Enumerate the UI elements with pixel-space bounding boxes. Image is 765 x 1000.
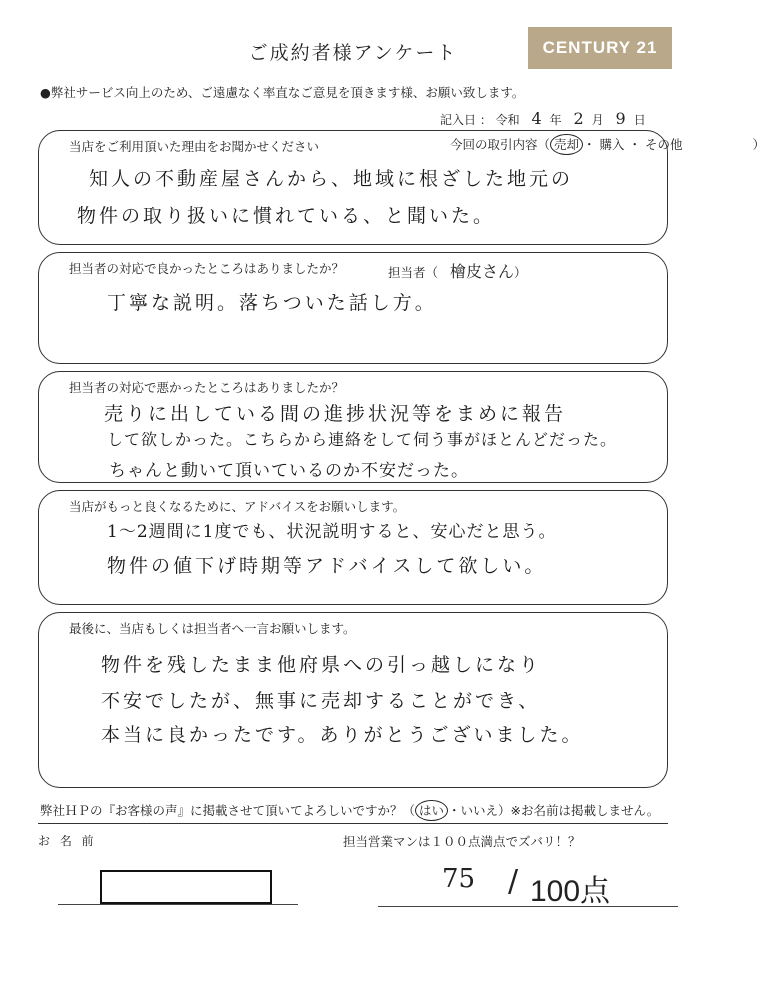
name-label: お 名 前 (38, 834, 97, 848)
intro-text: ●弊社サービス向上のため、ご遠慮なく率直なご意見を頂きます様、お願い致します。 (40, 85, 525, 100)
transaction-type (450, 135, 765, 153)
score-slash: / (508, 864, 519, 899)
redacted-name-box (100, 870, 272, 904)
question-box-good (38, 252, 668, 364)
score-underline (378, 906, 678, 907)
answer-line: 本当に良かったです。ありがとうございました。 (101, 724, 584, 746)
date-day: 9 (615, 109, 626, 128)
footer-section (38, 823, 668, 934)
date-month: 2 (573, 109, 584, 128)
question-box-reason (38, 130, 765, 245)
publish-consent (40, 801, 659, 819)
answer-line: 不安でしたが、無事に売却することができ、 (101, 690, 541, 712)
question-box-bad (38, 371, 668, 483)
page-title: ご成約者様アンケート (248, 42, 458, 64)
answer-line: 売りに出している間の進捗状況等をまめに報告 (104, 403, 567, 425)
staff-label: 担当者（ (388, 265, 439, 280)
date-month-unit: 月 (591, 113, 604, 127)
century21-logo: CENTURY 21 (528, 27, 672, 69)
answer-line: して欲しかった。こちらから連絡をして伺う事がほとんどだった。 (107, 430, 618, 449)
date-year: 4 (531, 109, 542, 128)
question-box-advice (38, 490, 668, 605)
name-underline (58, 904, 298, 905)
score-value: 75 (442, 864, 476, 894)
transaction-suffix: ） (752, 137, 765, 152)
date-label: 記入日 ： 令和 (440, 113, 520, 127)
answer-line: ちゃんと動いて頂いているのか不安だった。 (109, 461, 469, 481)
date-day-unit: 日 (633, 113, 646, 127)
publish-rest: ・いいえ）※お名前は掲載しません。 (448, 803, 660, 818)
answer-line: 知人の不動産屋さんから、地域に根ざした地元の (89, 168, 574, 190)
question-message: 最後に、当店もしくは担当者へ一言お願いします。 (69, 621, 356, 636)
entry-date (440, 109, 646, 128)
staff-name: 檜皮さん (450, 262, 515, 281)
answer-line: 丁寧な説明。落ちついた話し方。 (107, 292, 437, 314)
question-advice: 当店がもっと良くなるために、アドバイスをお願いします。 (69, 499, 406, 514)
question-good: 担当者の対応で良かったところはありましたか？ (69, 261, 345, 276)
date-year-unit: 年 (549, 113, 562, 127)
answer-line: 物件の取り扱いに慣れている、と聞いた。 (77, 205, 496, 227)
answer-line: 物件を残したまま他府県への引っ越しになり (101, 654, 542, 676)
score-label: 担当営業マンは１００点満点でズバリ！？ (343, 834, 581, 849)
question-bad: 担当者の対応で悪かったところはありましたか？ (69, 380, 345, 395)
question-reason: 当店をご利用頂いた理由をお聞かせください (69, 139, 320, 154)
transaction-prefix: 今回の取引内容（ (450, 137, 551, 152)
staff-suffix: ） (514, 265, 527, 280)
question-box-message (38, 612, 668, 788)
publish-question: 弊社ＨＰの『お客様の声』に掲載させて頂いてよろしいですか？（ (40, 803, 416, 818)
staff-field (388, 259, 527, 282)
answer-line: 物件の値下げ時期等アドバイスして欲しい。 (107, 555, 547, 577)
transaction-selected: 売却 (550, 134, 583, 155)
answer-line: 1～2週間に1度でも、状況説明すると、安心だと思う。 (107, 522, 557, 542)
score-max: 100点 (530, 875, 611, 908)
transaction-options: ・ 購入 ・ その他 (583, 137, 683, 152)
publish-yes-selected: はい (415, 800, 448, 821)
